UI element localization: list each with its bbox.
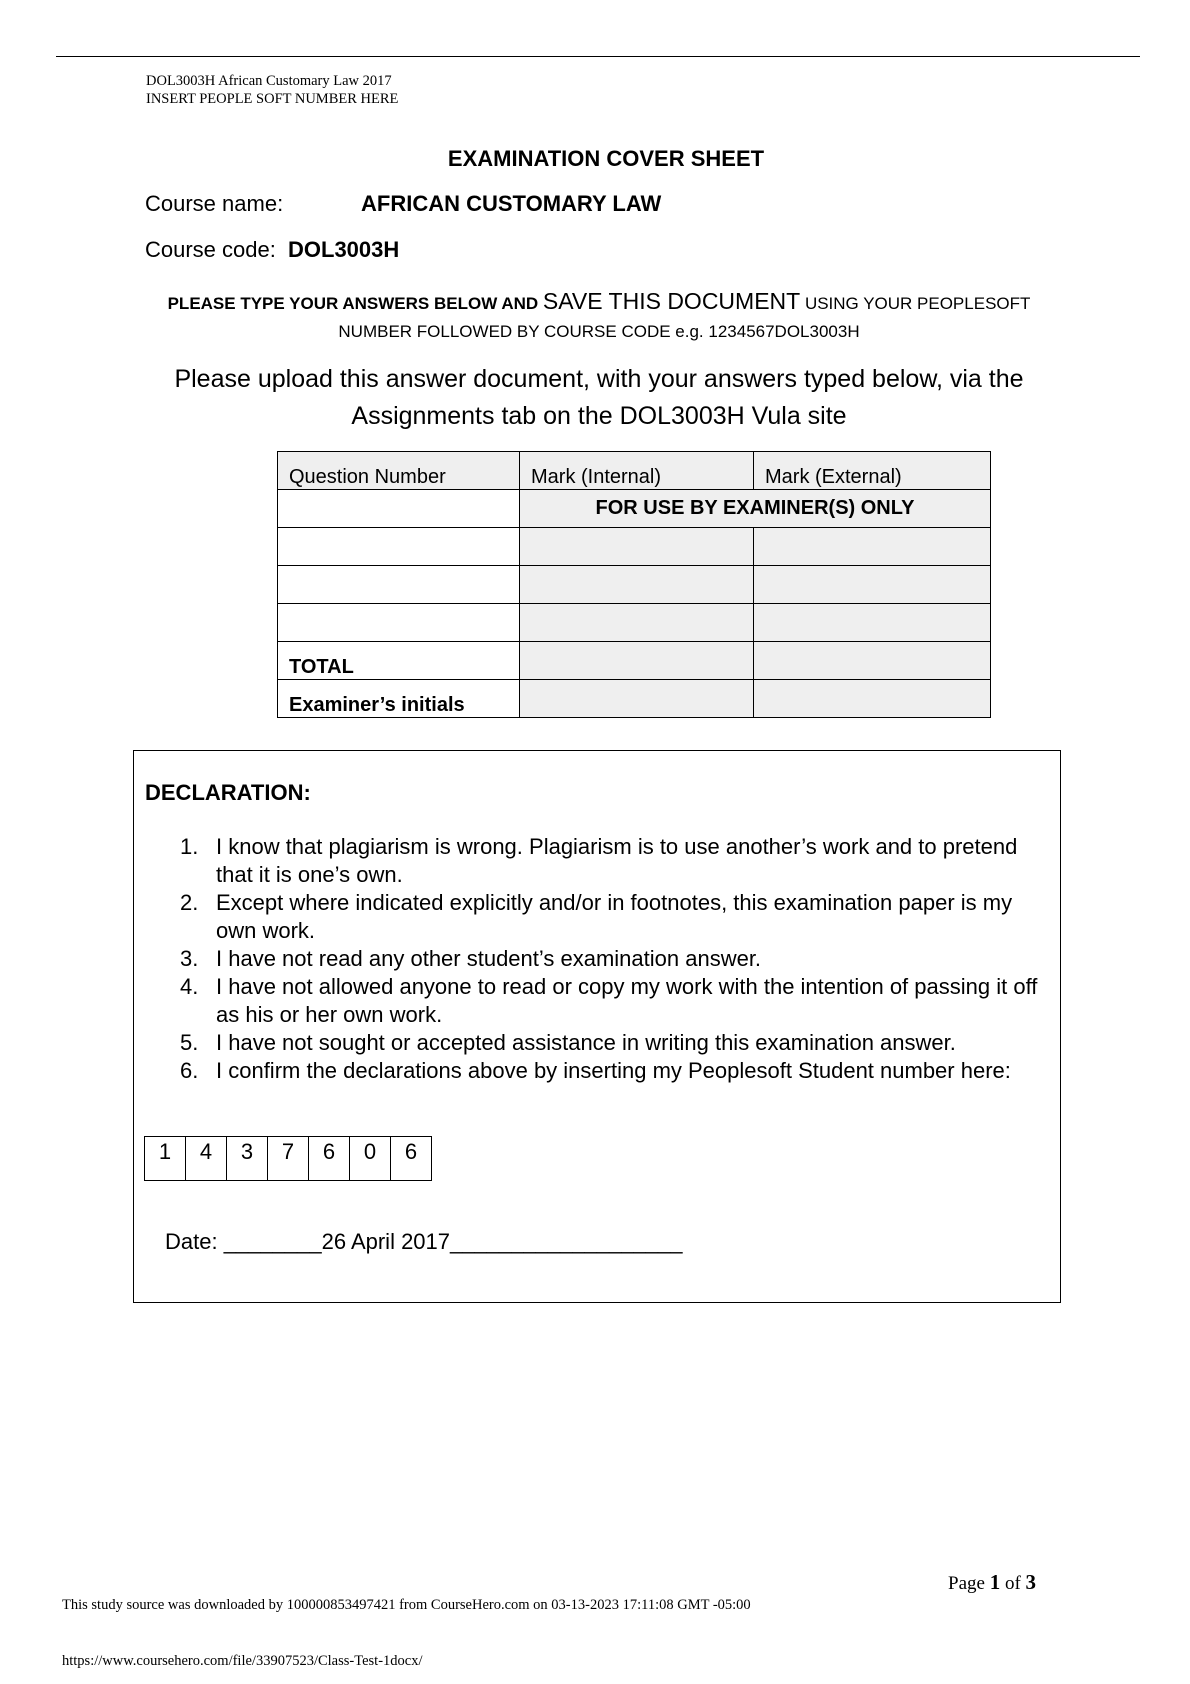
list-item — [172, 1029, 1052, 1057]
table-cell[interactable] — [754, 604, 991, 642]
student-number-grid — [144, 1136, 432, 1181]
instructions-line-2: NUMBER FOLLOWED BY COURSE CODE e.g. 1234567DOL3003H — [338, 322, 860, 341]
list-item-number: 1. — [180, 834, 199, 859]
list-item-number: 4. — [180, 974, 199, 999]
list-item — [172, 889, 1052, 945]
student-number-digit[interactable]: 7 — [268, 1137, 309, 1181]
table-cell[interactable] — [754, 566, 991, 604]
table-row — [278, 528, 991, 566]
list-item-text: I have not sought or accepted assistance in writing this examination answer. — [216, 1030, 956, 1055]
marks-table — [277, 451, 991, 718]
examiner-only-note: FOR USE BY EXAMINER(S) ONLY — [520, 490, 991, 528]
list-item — [172, 973, 1052, 1029]
table-row — [278, 566, 991, 604]
upload-instructions-line-1: Please upload this answer document, with your answers typed below, via the — [174, 365, 1024, 393]
page-total: 3 — [1025, 1570, 1037, 1594]
footer-url: https://www.coursehero.com/file/33907523/Class-Test-1docx/ — [62, 1653, 423, 1669]
student-number-digit[interactable]: 4 — [186, 1137, 227, 1181]
student-number-digit[interactable]: 3 — [227, 1137, 268, 1181]
page-number — [948, 1570, 1036, 1595]
table-cell[interactable] — [278, 490, 520, 528]
table-cell[interactable] — [754, 680, 991, 718]
instructions-rest: USING YOUR PEOPLESOFT — [804, 294, 1031, 313]
student-number-digit[interactable]: 6 — [391, 1137, 432, 1181]
list-item-text: Except where indicated explicitly and/or in footnotes, this examination paper is my own work. — [216, 890, 1013, 943]
table-row — [145, 1137, 432, 1181]
table-cell[interactable] — [520, 566, 754, 604]
header-mark-external: Mark (External) — [754, 452, 991, 490]
instructions-save: SAVE THIS DOCUMENT — [542, 288, 801, 314]
table-cell[interactable] — [520, 642, 754, 680]
list-item-text: I have not allowed anyone to read or copy my work with the intention of passing it off as his or her own work. — [216, 974, 1038, 1027]
instructions-bold: PLEASE TYPE YOUR ANSWERS BELOW AND — [167, 294, 539, 313]
table-cell[interactable] — [278, 604, 520, 642]
list-item-text: I confirm the declarations above by inserting my Peoplesoft Student number here: — [216, 1058, 1011, 1083]
table-cell[interactable] — [754, 528, 991, 566]
page-of: of — [1004, 1573, 1021, 1594]
header-course-line: DOL3003H African Customary Law 2017 — [146, 73, 392, 89]
table-cell[interactable] — [278, 566, 520, 604]
list-item-number: 5. — [180, 1030, 199, 1055]
list-item-number: 2. — [180, 890, 199, 915]
table-row — [278, 642, 991, 680]
table-row — [278, 680, 991, 718]
page-title: EXAMINATION COVER SHEET — [447, 146, 765, 171]
upload-instructions-line-2: Assignments tab on the DOL3003H Vula site — [351, 402, 847, 430]
course-code-label: Course code: — [145, 237, 276, 262]
table-row — [278, 452, 991, 490]
course-name-label: Course name: — [145, 191, 284, 216]
page-prefix: Page — [948, 1573, 985, 1594]
list-item-text: I know that plagiarism is wrong. Plagiarism is to use another’s work and to pretend that it is one’s own. — [216, 834, 1018, 887]
list-item-text: I have not read any other student’s examination answer. — [216, 946, 762, 971]
table-cell[interactable] — [754, 642, 991, 680]
table-row — [278, 490, 991, 528]
course-code-value: DOL3003H — [288, 237, 400, 262]
footer-source: This study source was downloaded by 100000853497421 from CourseHero.com on 03-13-2023 17:11:08 GMT -05:00 — [62, 1597, 751, 1613]
date-line: Date: ________26 April 2017___________________ — [165, 1229, 683, 1254]
declaration-list — [172, 833, 1052, 1085]
list-item-number: 6. — [180, 1058, 199, 1083]
page-current: 1 — [989, 1570, 1001, 1594]
header-rule — [56, 56, 1140, 57]
header-peoplesoft-line: INSERT PEOPLE SOFT NUMBER HERE — [146, 91, 399, 107]
course-name-value: AFRICAN CUSTOMARY LAW — [361, 191, 662, 216]
student-number-digit[interactable]: 6 — [309, 1137, 350, 1181]
student-number-digit[interactable]: 1 — [145, 1137, 186, 1181]
list-item — [172, 833, 1052, 889]
total-label: TOTAL — [278, 642, 520, 680]
table-cell[interactable] — [278, 528, 520, 566]
header-mark-internal: Mark (Internal) — [520, 452, 754, 490]
student-number-digit[interactable]: 0 — [350, 1137, 391, 1181]
instructions-line-1 — [0, 288, 1190, 315]
declaration-title: DECLARATION: — [145, 780, 311, 805]
list-item — [172, 945, 1052, 973]
list-item — [172, 1057, 1052, 1085]
table-cell[interactable] — [520, 528, 754, 566]
table-row — [278, 604, 991, 642]
table-cell[interactable] — [520, 680, 754, 718]
table-cell[interactable] — [520, 604, 754, 642]
examiner-initials-label: Examiner’s initials — [278, 680, 520, 718]
header-question-number: Question Number — [278, 452, 520, 490]
list-item-number: 3. — [180, 946, 199, 971]
